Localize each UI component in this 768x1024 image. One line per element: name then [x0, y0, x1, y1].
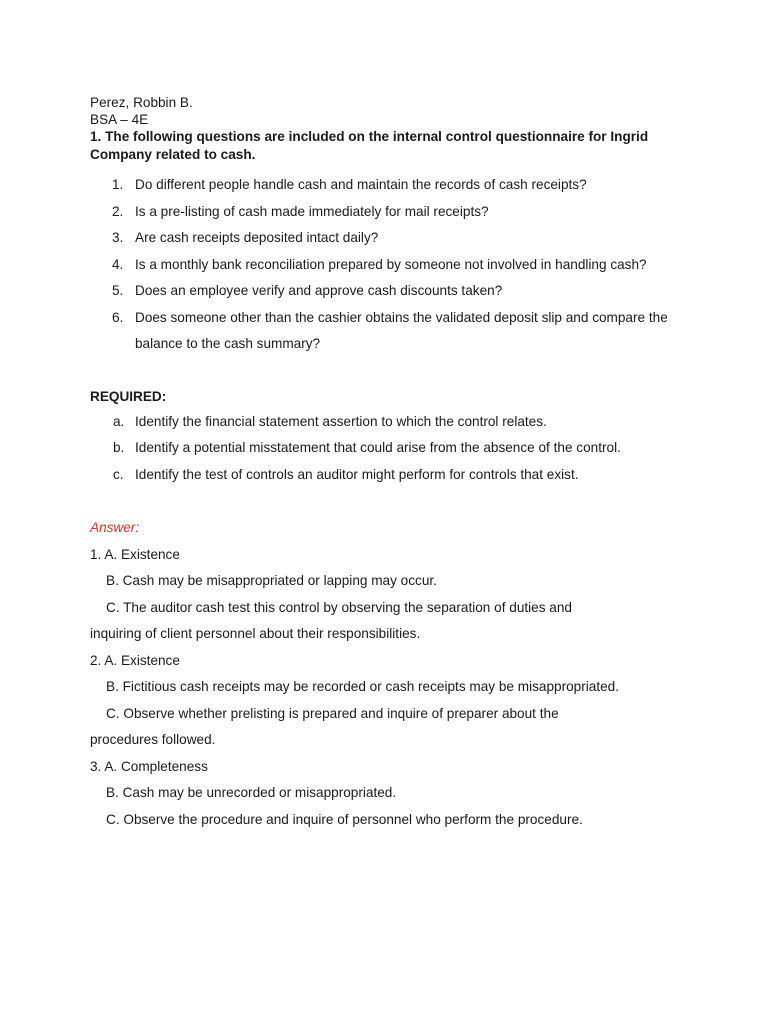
item-number: 5. — [112, 283, 124, 298]
answer-line: 1. A. Existence — [90, 546, 180, 562]
item-text: Does someone other than the cashier obtains the validated deposit slip and compare the balance to the cash summary? — [135, 309, 668, 351]
item-text: Does an employee verify and approve cash discounts taken? — [135, 283, 503, 298]
item-number: 2. — [112, 203, 124, 219]
list-item — [90, 172, 695, 199]
answer-label: Answer: — [90, 520, 140, 535]
answer-line: C. Observe whether prelisting is prepared and inquire of preparer about the — [106, 705, 559, 721]
answer-line: B. Cash may be misappropriated or lapping may occur. — [106, 573, 437, 588]
list-item — [90, 409, 708, 436]
answer-line: B. Cash may be unrecorded or misappropriated. — [106, 785, 397, 800]
question-title: 1. The following questions are included on the internal control questionnaire for Ingrid Company related to cash. — [90, 129, 649, 162]
answer-line: C. Observe the procedure and inquire of personnel who perform the procedure. — [106, 811, 583, 827]
item-text: Are cash receipts deposited intact daily? — [135, 230, 379, 245]
item-number: 4. — [112, 256, 124, 272]
item-text: Do different people handle cash and maintain the records of cash receipts? — [135, 177, 587, 192]
required-list — [90, 409, 708, 489]
list-item — [90, 305, 695, 358]
student-name: Perez, Robbin B. — [90, 95, 193, 110]
answer-line: procedures followed. — [90, 732, 216, 747]
list-item — [90, 278, 695, 305]
list-item — [90, 462, 708, 489]
list-item — [90, 252, 695, 279]
answer-line: C. The auditor cash test this control by observing the separation of duties and — [106, 599, 572, 615]
item-text: Is a pre-listing of cash made immediately for mail receipts? — [135, 203, 489, 219]
answer-line: inquiring of client personnel about their responsibilities. — [90, 626, 421, 641]
item-text: Is a monthly bank reconciliation prepared by someone not involved in handling cash? — [135, 256, 647, 272]
list-item — [90, 225, 695, 252]
item-number: 1. — [112, 177, 124, 192]
item-letter: c. — [113, 466, 124, 482]
list-item — [90, 435, 708, 462]
item-letter: a. — [113, 413, 125, 429]
list-item — [90, 199, 695, 226]
answer-line: 2. A. Existence — [90, 652, 180, 668]
item-number: 3. — [112, 230, 124, 245]
item-text: Identify the test of controls an auditor might perform for controls that exist. — [135, 466, 579, 482]
item-number: 6. — [112, 309, 124, 325]
answer-line: B. Fictitious cash receipts may be recorded or cash receipts may be misappropriated. — [106, 679, 620, 694]
item-letter: b. — [113, 440, 125, 455]
student-section: BSA – 4E — [90, 112, 149, 127]
answer-line: 3. A. Completeness — [90, 758, 208, 774]
item-text: Identify the financial statement assertion to which the control relates. — [135, 413, 547, 429]
question-list — [90, 172, 708, 358]
item-text: Identify a potential misstatement that could arise from the absence of the control. — [135, 440, 621, 455]
required-heading: REQUIRED: — [90, 388, 167, 404]
